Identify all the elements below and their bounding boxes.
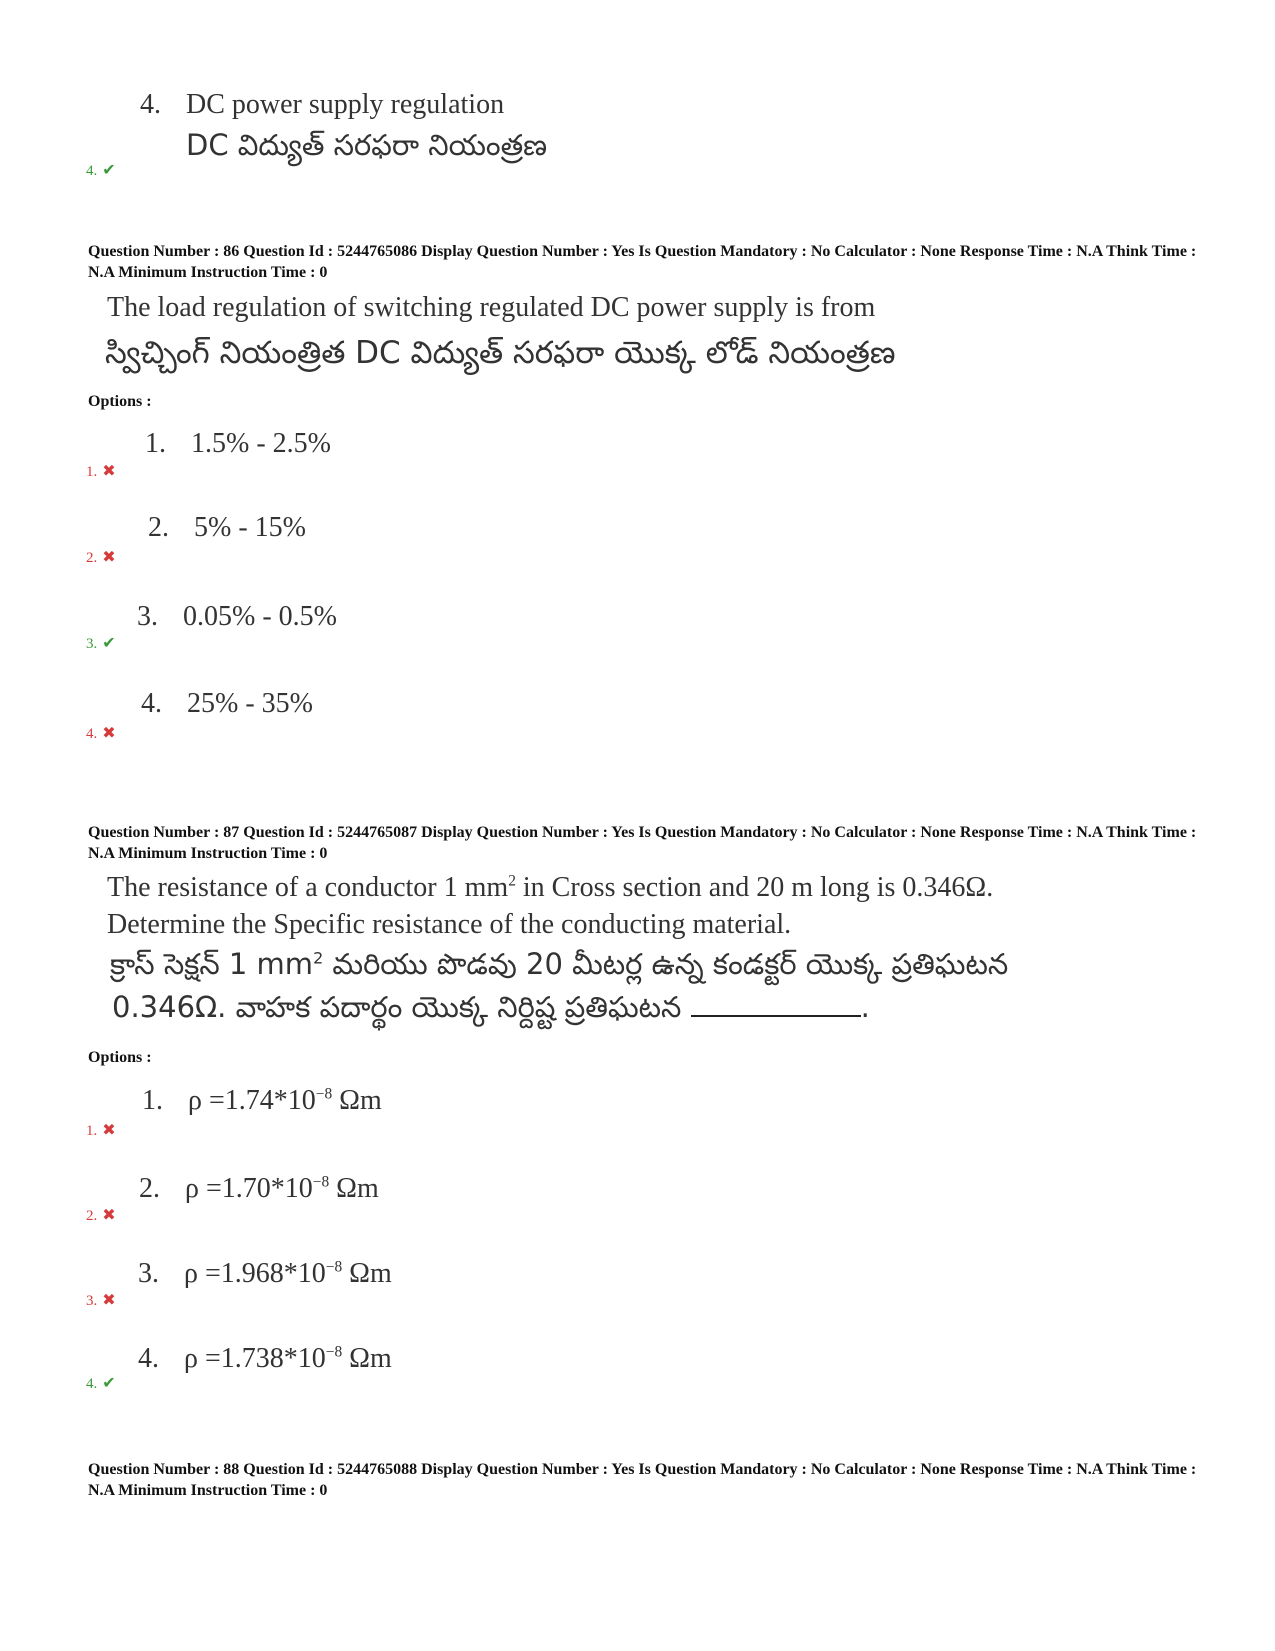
options-label: Options : xyxy=(88,393,152,410)
option-mark: 3. ✔ xyxy=(86,635,116,652)
option-mark: 2. ✖ xyxy=(86,549,116,566)
question-text-telugu-2: 0.346Ω. వాహక పదార్థం యొక్క నిర్దిష్ట ప్రతిఘటన . xyxy=(112,990,870,1024)
question-text-english: The load regulation of switching regulated DC power supply is from xyxy=(107,292,876,323)
question-meta: Question Number : 87 Question Id : 5244765087 Display Question Number : Yes Is Question Mandatory : No Calculator : None Response Time : N.A Think Time : N.A Minimum Instruction Time : 0 xyxy=(88,824,1197,862)
answer-blank xyxy=(691,995,861,1017)
question-text-telugu: క్రాస్ సెక్షన్ 1 $mm^2$ మరియు పొడవు 20 మీటర్ల ఉన్న కండక్టర్ యొక్క ప్రతిఘటన xyxy=(110,947,1009,981)
option-mark: 3. ✖ xyxy=(86,1292,116,1309)
option-mark: 1. ✖ xyxy=(86,463,116,480)
option-mark: 1. ✖ xyxy=(86,1122,116,1139)
option-text: 2. $\rho =1.70*10^{-8}$ Ωm xyxy=(139,1173,379,1204)
option-text: 4. $\rho =1.738*10^{-8}$ Ωm xyxy=(138,1343,392,1374)
option-text: 4. 25% - 35% xyxy=(141,688,313,719)
cross-icon: ✖ xyxy=(102,1292,116,1309)
question-meta: Question Number : 88 Question Id : 5244765088 Display Question Number : Yes Is Question Mandatory : No Calculator : None Response Time : N.A Think Time : N.A Minimum Instruction Time : 0 xyxy=(88,1461,1197,1499)
question-text-english-2: Determine the Specific resistance of the conducting material. xyxy=(107,909,792,940)
option-text: 1. 1.5% - 2.5% xyxy=(145,428,331,459)
question-meta: Question Number : 86 Question Id : 5244765086 Display Question Number : Yes Is Question Mandatory : No Calculator : None Response Time : N.A Think Time : N.A Minimum Instruction Time : 0 xyxy=(88,243,1197,281)
options-label: Options : xyxy=(88,1049,152,1066)
option-text: 3. $\rho =1.968*10^{-8}$ Ωm xyxy=(138,1258,392,1289)
option-text xyxy=(140,89,504,121)
option-text: 1. $\rho =1.74*10^{-8}$ Ωm xyxy=(142,1085,382,1116)
cross-icon: ✖ xyxy=(102,1122,116,1139)
cross-icon: ✖ xyxy=(102,725,116,742)
cross-icon: ✖ xyxy=(102,1207,116,1224)
option-mark: 2. ✖ xyxy=(86,1207,116,1224)
cross-icon: ✖ xyxy=(102,463,116,480)
option-number: 4. xyxy=(140,89,161,120)
check-icon: ✔ xyxy=(102,635,116,652)
option-mark: 4. ✔ xyxy=(86,162,116,179)
check-icon: ✔ xyxy=(102,1375,116,1392)
question-text-english: The resistance of a conductor 1 $mm^2$ in Cross section and 20 m long is 0.346Ω. xyxy=(107,872,994,903)
check-icon: ✔ xyxy=(102,162,116,179)
option-telugu: DC విద్యుత్ సరఫరా నియంత్రణ xyxy=(186,128,548,162)
option-mark: 4. ✖ xyxy=(86,725,116,742)
option-text: 3. 0.05% - 0.5% xyxy=(137,601,337,632)
question-text-telugu: స్విచ్చింగ్ నియంత్రిత DC విద్యుత్ సరఫరా యొక్క లోడ్ నియంత్రణ xyxy=(105,335,896,371)
option-english: DC power supply regulation xyxy=(186,89,505,120)
option-text: 2. 5% - 15% xyxy=(148,512,306,543)
option-mark: 4. ✔ xyxy=(86,1375,116,1392)
cross-icon: ✖ xyxy=(102,549,116,566)
